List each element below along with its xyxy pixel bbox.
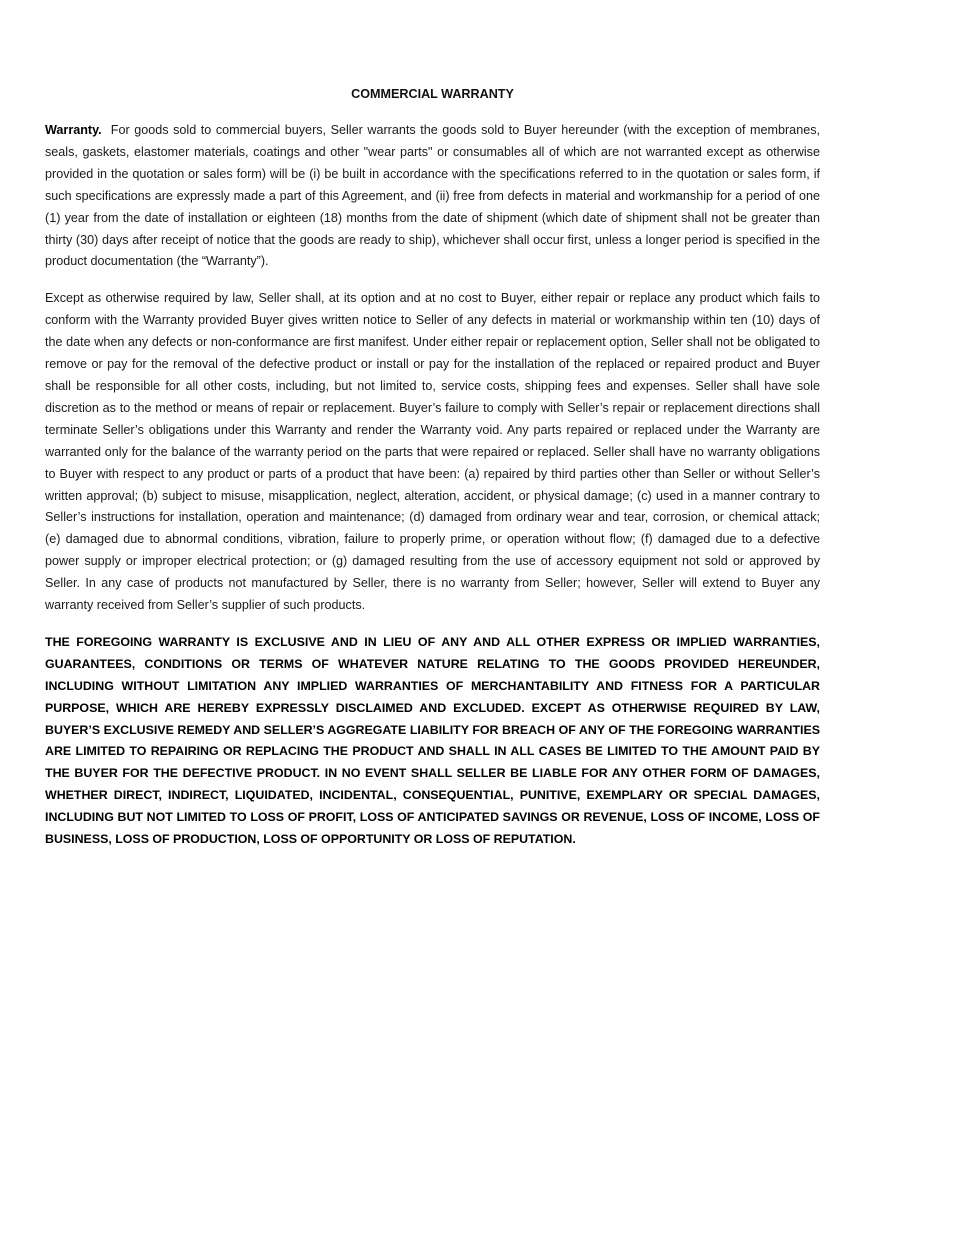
document-title: COMMERCIAL WARRANTY xyxy=(351,87,514,101)
warranty-paragraph xyxy=(45,120,820,273)
document-page xyxy=(45,84,820,866)
warranty-lead: Warranty. xyxy=(45,123,102,137)
disclaimer-paragraph: THE FOREGOING WARRANTY IS EXCLUSIVE AND IN LIEU OF ANY AND ALL OTHER EXPRESS OR IMPLIED WARRANTIES, GUARANTEES, CONDITIONS OR TERMS OF WHATEVER NATURE RELATING TO THE GOODS PROVIDED HEREUNDER, INCLUDING WITHOUT LIMITATION ANY IMPLIED WARRANTIES OF MERCHANTABILITY AND FITNESS FOR A PARTICULAR PURPOSE, WHICH ARE HEREBY EXPRESSLY DISCLAIMED AND EXCLUDED. EXCEPT AS OTHERWISE REQUIRED BY LAW, BUYER’S EXCLUSIVE REMEDY AND SELLER’S AGGREGATE LIABILITY FOR BREACH OF ANY OF THE FOREGOING WARRANTIES ARE LIMITED TO REPAIRING OR REPLACING THE PRODUCT AND SHALL IN ALL CASES BE LIMITED TO THE AMOUNT PAID BY THE BUYER FOR THE DEFECTIVE PRODUCT. IN NO EVENT SHALL SELLER BE LIABLE FOR ANY OTHER FORM OF DAMAGES, WHETHER DIRECT, INDIRECT, LIQUIDATED, INCIDENTAL, CONSEQUENTIAL, PUNITIVE, EXEMPLARY OR SPECIAL DAMAGES, INCLUDING BUT NOT LIMITED TO LOSS OF PROFIT, LOSS OF ANTICIPATED SAVINGS OR REVENUE, LOSS OF INCOME, LOSS OF BUSINESS, LOSS OF PRODUCTION, LOSS OF OPPORTUNITY OR LOSS OF REPUTATION. xyxy=(45,634,820,847)
remedy-paragraph: Except as otherwise required by law, Seller shall, at its option and at no cost to Buyer, either repair or replace any product which fails to conform with the Warranty provided Buyer gives written notice to Seller of any defects in material or workmanship within ten (10) days of the date when any defects or non-conformance are first manifest. Under either repair or replacement option, Seller shall not be obligated to remove or pay for the removal of the defective product or install or pay for the installation of the replaced or repaired product and Buyer shall be responsible for all other costs, including, but not limited to, service costs, shipping fees and expenses. Seller shall have sole discretion as to the method or means of repair or replacement. Buyer’s failure to comply with Seller’s repair or replacement directions shall terminate Seller’s obligations under this Warranty and render the Warranty void. Any parts repaired or replaced under the Warranty are warranted only for the balance of the warranty period on the parts that were repaired or replaced. Seller shall have no warranty obligations to Buyer with respect to any product or parts of a product that have been: (a) repaired by third parties other than Seller or without Seller’s written approval; (b) subject to misuse, misapplication, neglect, alteration, accident, or physical damage; (c) used in a manner contrary to Seller’s instructions for installation, operation and maintenance; (d) damaged from ordinary wear and tear, corrosion, or chemical attack; (e) damaged due to abnormal conditions, vibration, failure to properly prime, or operation without flow; (f) damaged due to a defective power supply or improper electrical protection; or (g) damaged resulting from the use of accessory equipment not sold or approved by Seller. In any case of products not manufactured by Seller, there is no warranty from Seller; however, Seller will extend to Buyer any warranty received from Seller’s supplier of such products. xyxy=(45,291,820,613)
warranty-text: For goods sold to commercial buyers, Seller warrants the goods sold to Buyer hereunder (with the exception of membranes, seals, gaskets, elastomer materials, coatings and other "wear parts" or consumables all of which are not warranted except as otherwise provided in the quotation or sales form) will be (i) be built in accordance with the specifications referred to in the quotation or sales form, if such specifications are expressly made a part of this Agreement, and (ii) free from defects in material and workmanship for a period of one (1) year from the date of installation or eighteen (18) months from the date of shipment (which date of shipment shall not be greater than thirty (30) days after receipt of notice that the goods are ready to ship), whichever shall occur first, unless a longer period is specified in the product documentation (the “Warranty”). xyxy=(45,123,820,269)
